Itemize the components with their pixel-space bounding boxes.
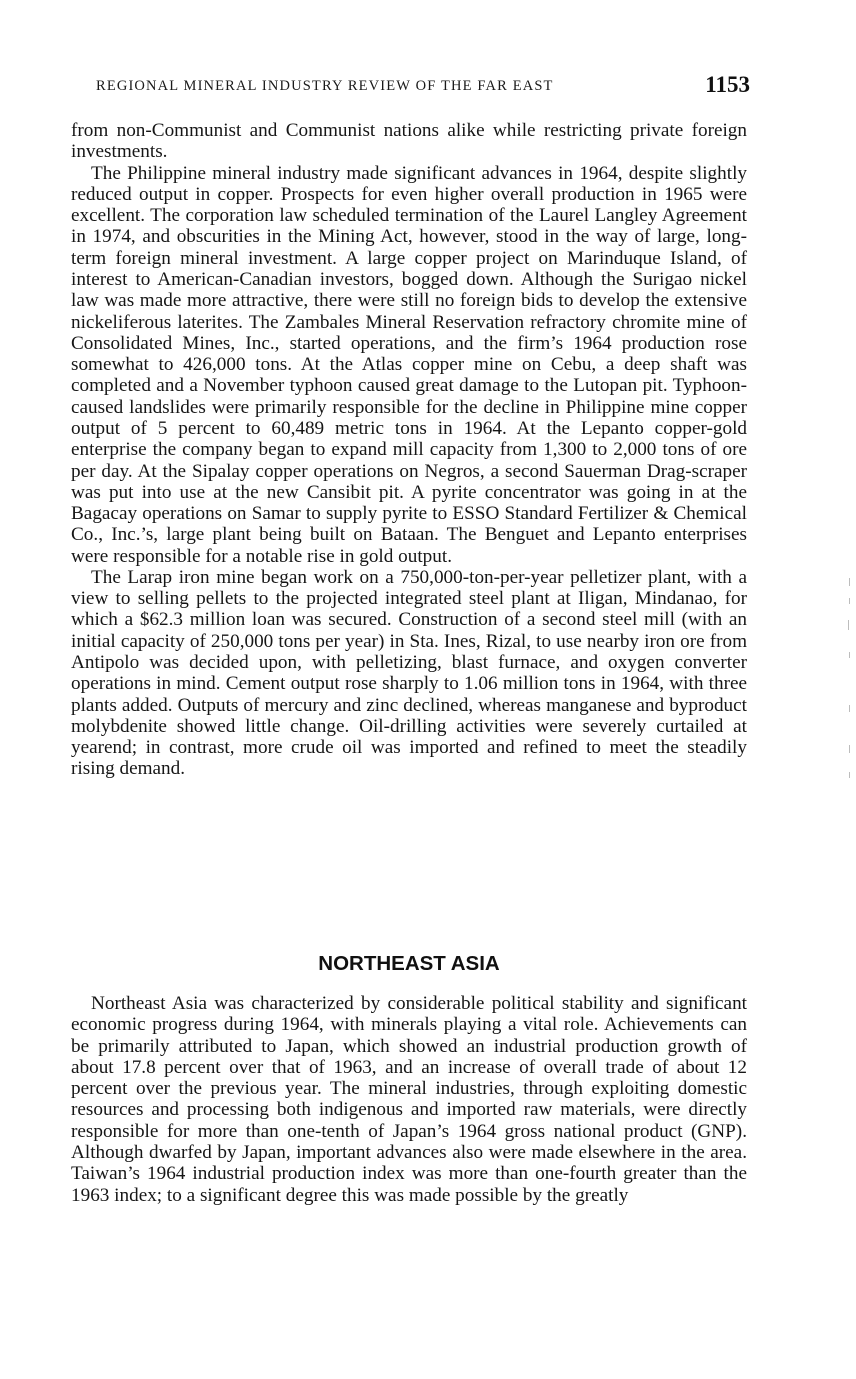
page-number: 1153 (705, 72, 750, 97)
philippines-section (71, 120, 747, 780)
northeast-asia-paragraph: Northeast Asia was characterized by considerable political stability and significant economic progress during 1964, with minerals playing a vital role. Achievements can be primarily attributed to Japan, which showed an industrial production growth of about 17.8 percent over that of 1963, and an increase of overall trade of about 12 percent over the previous year. The mineral industries, through exploiting domestic resources and processing both indigenous and imported raw materials, were directly responsible for more than one-tenth of Japan’s 1964 gross national product (GNP). Although dwarfed by Japan, important advances also were made elsewhere in the area. Taiwan’s 1964 industrial production index was more than one-fourth greater than the 1963 index; to a significant degree this was made possible by the greatly (71, 993, 747, 1206)
margin-mark (849, 745, 850, 753)
margin-mark (849, 772, 850, 778)
continuation-paragraph: from non-Communist and Communist nations alike while restricting private foreign investments. (71, 120, 747, 163)
philippine-industry-paragraph: The Philippine mineral industry made significant advances in 1964, despite slightly reduced output in copper. Prospects for even higher overall production in 1965 were excellent. The corporation law scheduled termination of the Laurel Langley Agreement in 1974, and obscurities in the Mining Act, however, stood in the way of large, long-term foreign mineral investment. A large copper project on Marinduque Island, of interest to American-Canadian investors, bogged down. Although the Surigao nickel law was made more attractive, there were still no foreign bids to develop the extensive nickeliferous laterites. The Zambales Mineral Reservation refractory chromite mine of Consolidated Mines, Inc., started operations, and the firm’s 1964 production rose somewhat to 426,000 tons. At the Atlas copper mine on Cebu, a deep shaft was completed and a November typhoon caused great damage to the Lutopan pit. Typhoon-caused landslides were primarily responsible for the decline in Philippine mine copper output of 5 percent to 60,489 metric tons in 1964. At the Lepanto copper-gold enterprise the company began to expand mill capacity from 1,300 to 2,000 tons of ore per day. At the Sipalay copper operations on Negros, a second Sauerman Drag-scraper was put into use at the new Cansibit pit. A pyrite concentrator was going in at the Bagacay operations on Samar to supply pyrite to ESSO Standard Fertilizer & Chemical Co., Inc.’s, large plant being built on Bataan. The Benguet and Lepanto enterprises were responsible for a notable rise in gold output. (71, 162, 747, 567)
margin-mark (849, 578, 850, 586)
margin-mark (849, 705, 850, 712)
larap-iron-paragraph: The Larap iron mine began work on a 750,000-ton-per-year pelletizer plant, with a view to selling pellets to the projected integrated steel plant at Iligan, Mindanao, for which a $62.3 million loan was secured. Construction of a second steel mill (with an initial capacity of 250,000 tons per year) in Sta. Ines, Rizal, to use nearby iron ore from Antipolo was decided upon, with pelletizing, blast furnace, and oxygen converter operations in mind. Cement output rose sharply to 1.06 million tons in 1964, with three plants added. Outputs of mercury and zinc declined, whereas manganese and byproduct molybdenite showed little change. Oil-drilling activities were severely curtailed at yearend; in contrast, more crude oil was imported and refined to meet the steadily rising demand. (71, 566, 747, 780)
northeast-asia-section (71, 993, 747, 1206)
margin-mark (848, 620, 849, 630)
margin-mark (849, 652, 850, 658)
section-heading-northeast-asia: NORTHEAST ASIA (318, 952, 500, 975)
running-header: REGIONAL MINERAL INDUSTRY REVIEW OF THE FAR EAST (96, 78, 554, 94)
margin-mark (849, 598, 850, 604)
